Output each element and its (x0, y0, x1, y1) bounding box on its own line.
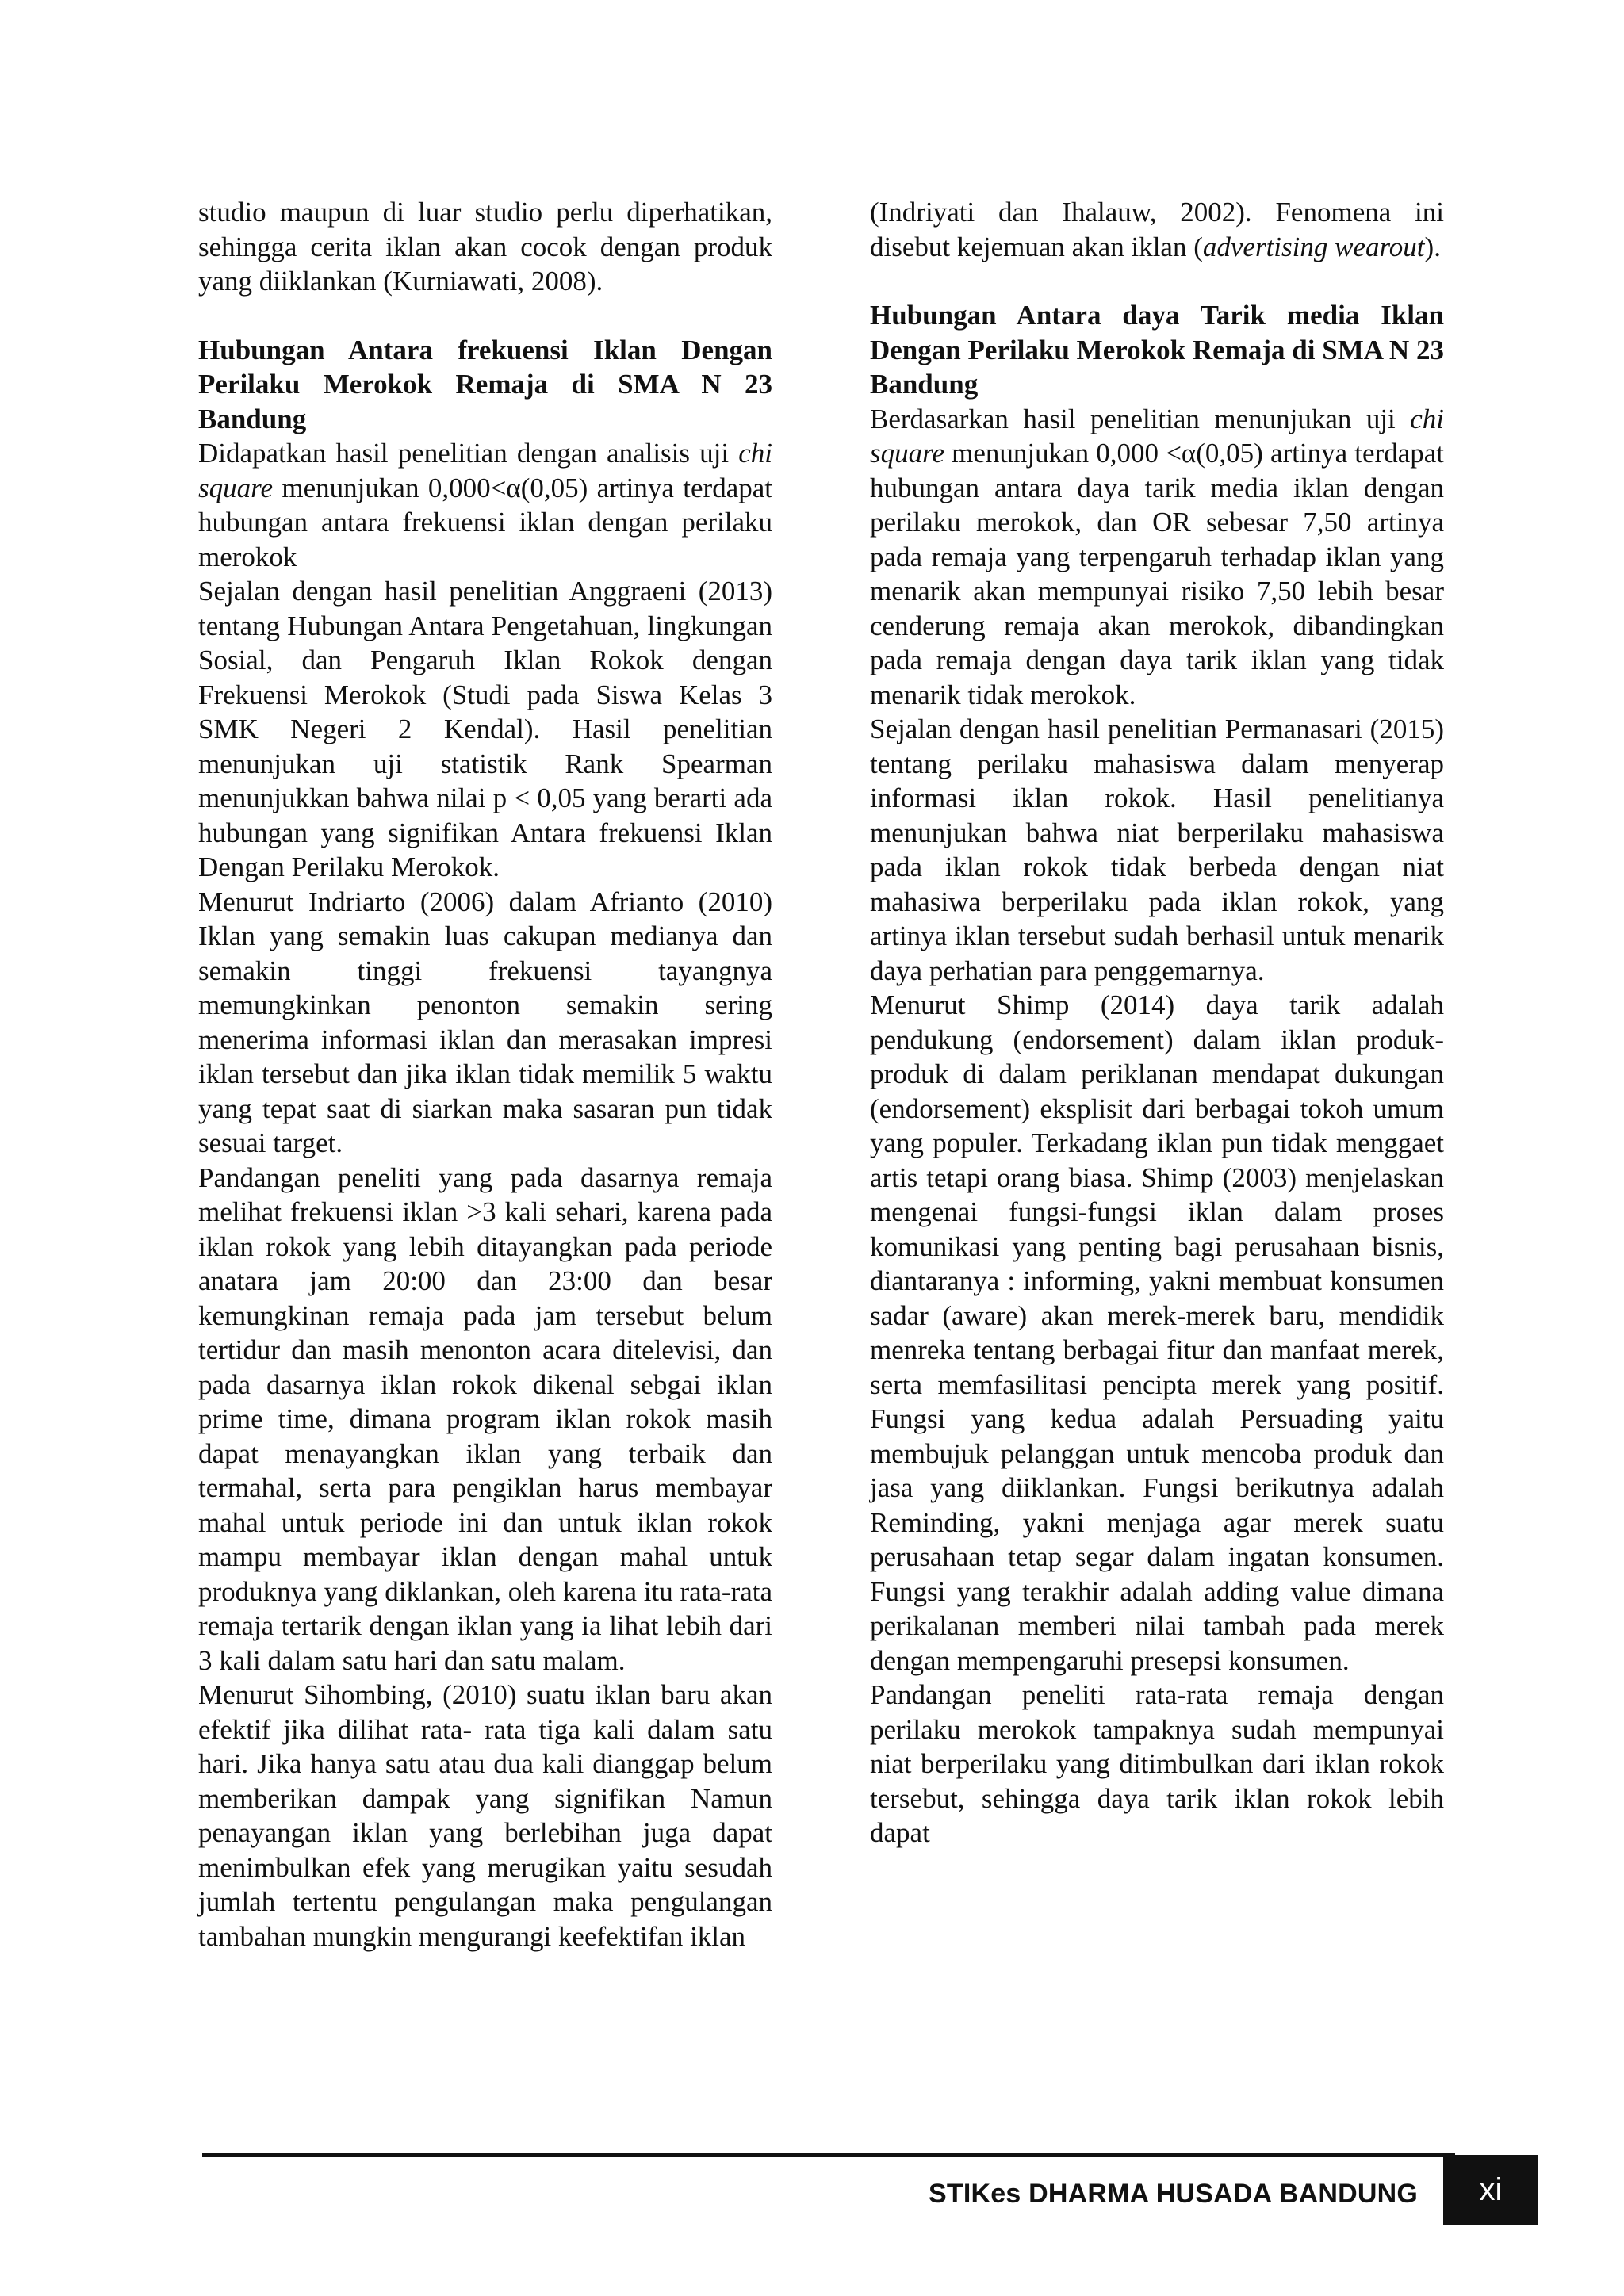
paragraph-gap (870, 264, 1444, 298)
text-run: menunjukan 0,000<α(0,05) artinya terdapat hubungan antara frekuensi iklan dengan perilaku merokok (198, 472, 772, 572)
paragraph (198, 436, 772, 574)
left-column (198, 195, 772, 1954)
paragraph: Pandangan peneliti rata-rata remaja dengan perilaku merokok tampaknya sudah mempunyai niat berperilaku yang ditimbulkan dari iklan rokok tersebut, sehingga daya tarik iklan rokok lebih dapat (870, 1679, 1444, 1848)
paragraph: Pandangan peneliti yang pada dasarnya remaja melihat frekuensi iklan >3 kali sehari, karena pada iklan rokok yang lebih ditayangkan pada periode anatara jam 20:00 dan 23:00 dan besar kemungkinan remaja pada jam tersebut belum tertidur dan masih menonton acara ditelevisi, dan pada dasarnya iklan rokok dikenal sebgai iklan prime time, dimana program iklan rokok masih dapat menayangkan iklan yang terbaik dan termahal, serta para pengiklan harus membayar mahal untuk periode ini dan untuk iklan rokok mampu membayar iklan dengan mahal untuk produknya yang diklankan, oleh karena itu rata-rata remaja tertarik dengan iklan yang ia lihat lebih dari 3 kali dalam satu hari dan satu malam. (198, 1161, 773, 1676)
section-heading-daya-tarik: Hubungan Antara daya Tarik media Iklan Dengan Perilaku Merokok Remaja di SMA N 23 Bandung (870, 300, 1444, 400)
text-run: (Indriyati dan Ihalauw, 2002). Fenomena ini disebut kejemuan akan iklan ( (870, 197, 1444, 262)
right-column (870, 195, 1444, 1850)
paragraph: Menurut Indriarto (2006) dalam Afrianto (2010) Iklan yang semakin luas cakupan medianya dan semakin tinggi frekuensi tayangnya memungkinkan penonton semakin sering menerima informasi iklan dan merasakan impresi iklan tersebut dan jika iklan tidak memilik 5 waktu yang tepat saat di siarkan maka sasaran pun tidak sesuai target. (198, 886, 772, 1158)
paragraph (870, 195, 1444, 264)
text-run: Didapatkan hasil penelitian dengan analisis uji (198, 438, 730, 469)
paragraph: Menurut Sihombing, (2010) suatu iklan baru akan efektif jika dilihat rata- rata tiga kali dalam satu hari. Jika hanya satu atau dua kali dianggap belum memberikan dampak yang signifikan Namun penayangan iklan yang berlebihan juga dapat menimbulkan efek yang merugikan yaitu sesudah jumlah tertentu pengulangan maka pengulangan tambahan mungkin mengurangi keefektifan iklan (198, 1679, 772, 1952)
page-number: xi (1443, 2155, 1538, 2225)
paragraph: Sejalan dengan hasil penelitian Permanasari (2015) tentang perilaku mahasiswa dalam menyerap informasi iklan rokok. Hasil penelitianya menunjukan bahwa niat berperilaku mahasiswa pada iklan rokok tidak berbeda dengan niat mahasiwa berperilaku pada iklan rokok, yang artinya iklan tersebut sudah berhasil untuk menarik daya perhatian para penggemarnya. (870, 714, 1444, 986)
text-run: menunjukan 0,000 <α(0,05) artinya terdapat hubungan antara daya tarik media iklan dengan perilaku merokok, dan OR sebesar 7,50 artinya pada remaja yang terpengaruh terhadap iklan yang menarik akan mempunyai risiko 7,50 lebih besar cenderung remaja akan merokok, dibandingkan pada remaja dengan daya tarik iklan yang tidak menarik tidak merokok. (870, 438, 1445, 710)
text-run: ). (1424, 231, 1441, 262)
section-heading-frekuensi: Hubungan Antara frekuensi Iklan Dengan Perilaku Merokok Remaja di SMA N 23 Bandung (198, 334, 772, 434)
footer-rule (202, 2152, 1455, 2157)
italic-term: chi square (870, 403, 1445, 469)
italic-term: chi square (198, 438, 773, 503)
paragraph: studio maupun di luar studio perlu diperhatikan, sehingga cerita iklan akan cocok dengan produk yang diiklankan (Kurniawati, 2008). (198, 197, 772, 297)
paragraph: Sejalan dengan hasil penelitian Anggraeni (2013) tentang Hubungan Antara Pengetahuan, lingkungan Sosial, dan Pengaruh Iklan Rokok dengan Frekuensi Merokok (Studi pada Siswa Kelas 3 SMK Negeri 2 Kendal). Hasil penelitian menunjukan uji statistik Rank Spearman menunjukkan bahwa nilai p < 0,05 yang berarti ada hubungan yang signifikan Antara frekuensi Iklan Dengan Perilaku Merokok. (198, 576, 772, 882)
text-run: Berdasarkan hasil penelitian menunjukan uji (870, 403, 1396, 434)
footer-institution: STIKes DHARMA HUSADA BANDUNG (929, 2179, 1418, 2209)
paragraph (870, 402, 1444, 713)
italic-term: advertising wearout (1202, 231, 1425, 262)
paragraph: Menurut Shimp (2014) daya tarik adalah pendukung (endorsement) dalam iklan produk-produk di dalam periklanan mendapat dukungan (endorsement) eksplisit dari berbagai tokoh umum yang populer. Terkadang iklan pun tidak menggaet artis tetapi orang biasa. Shimp (2003) menjelaskan mengenai fungsi-fungsi iklan dalam proses komunikasi yang penting bagi perusahaan bisnis, diantaranya : informing, yakni membuat konsumen sadar (aware) akan merek-merek baru, mendidik menreka tentang berbagai fitur dan manfaat merek, serta memfasilitasi pencipta merek yang positif. Fungsi yang kedua adalah Persuading yaitu membujuk pelanggan untuk mencoba produk dan jasa yang diiklankan. Fungsi berikutnya adalah Reminding, yakni menjaga agar merek suatu perusahaan tetap segar dalam ingatan konsumen. Fungsi yang terakhir adalah adding value dimana perikalanan memberi nilai tambah pada merek dengan mempengaruhi presepsi konsumen. (870, 989, 1444, 1676)
paragraph-gap (198, 299, 772, 333)
